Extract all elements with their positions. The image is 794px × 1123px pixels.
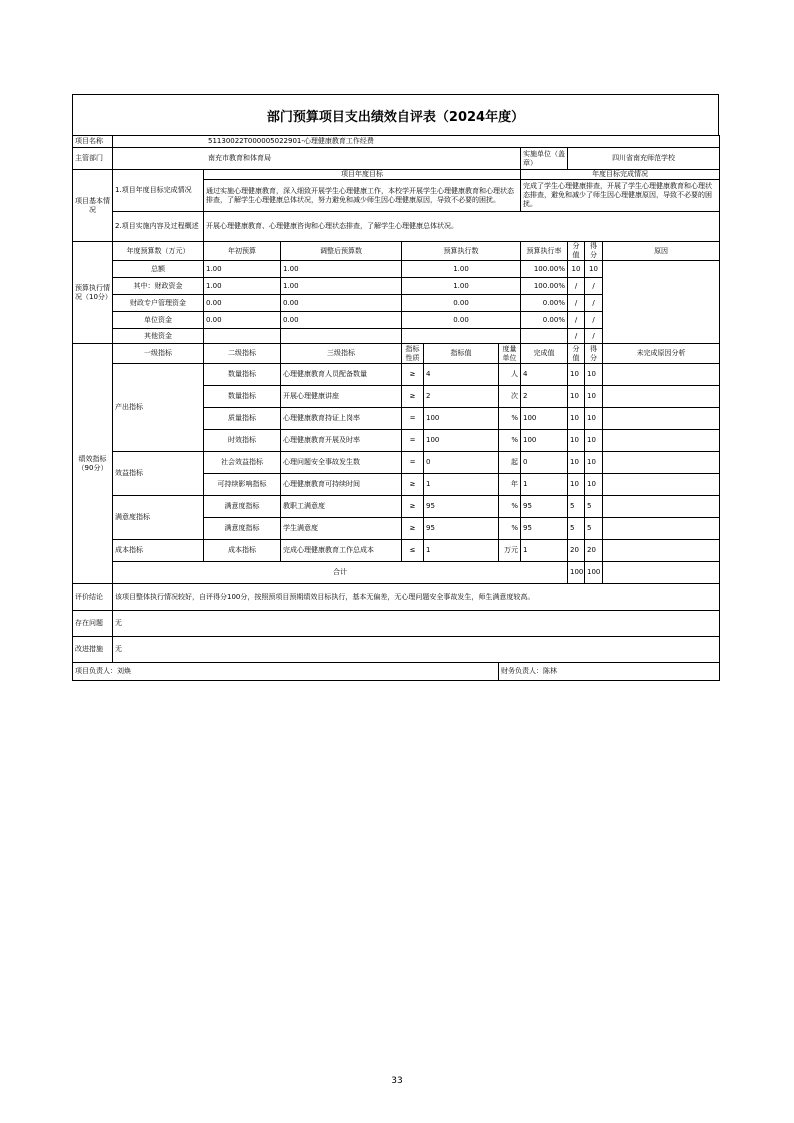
perf-level2: 成本指标 [204, 540, 281, 562]
perf-level3: 心理健康教育人员配备数量 [281, 364, 402, 386]
perf-level1-output: 产出指标 [113, 364, 204, 452]
budget-row-name: 其他资金 [113, 329, 204, 344]
project-leader: 项目负责人：刘焕 [73, 663, 499, 681]
perf-level2: 满意度指标 [204, 518, 281, 540]
budget-score: / [568, 295, 585, 312]
perf-value: 95 [424, 496, 499, 518]
perf-header: 指标值 [424, 344, 499, 364]
budget-header: 得分 [585, 242, 603, 261]
dept-label: 主管部门 [73, 148, 113, 170]
perf-reason [603, 430, 720, 452]
project-name: 51130022T000005022901-心理健康教育工作经费 [113, 136, 720, 148]
perf-op: = [402, 408, 424, 430]
budget-executed [402, 329, 521, 344]
perf-op: ≥ [402, 518, 424, 540]
perf-got: 10 [585, 364, 603, 386]
perf-header: 二级指标 [204, 344, 281, 364]
budget-score: 10 [568, 261, 585, 278]
budget-score: / [568, 312, 585, 329]
perf-score: 5 [568, 496, 585, 518]
issue-label: 存在问题 [73, 611, 113, 637]
budget-executed: 1.00 [402, 261, 521, 278]
perf-value: 2 [424, 386, 499, 408]
perf-op: ≤ [402, 540, 424, 562]
project-name-label: 项目名称 [73, 136, 113, 148]
perf-reason [603, 518, 720, 540]
perf-header: 三级指标 [281, 344, 402, 364]
perf-done: 1 [521, 474, 568, 496]
budget-got: / [585, 278, 603, 295]
perf-reason [603, 386, 720, 408]
annual-goal-text: 通过实施心理健康教育，深入细致开展学生心理健康工作，本校学开展学生心理健康教育和心理状态排查，了解学生心理健康总体状况，努力避免和减少师生因心理健康原因，导致不必要的困扰。 [204, 180, 521, 212]
perf-level3: 心理健康教育可持续时间 [281, 474, 402, 496]
perf-done: 95 [521, 518, 568, 540]
budget-initial: 0.00 [204, 312, 281, 329]
budget-initial: 1.00 [204, 278, 281, 295]
perf-done: 2 [521, 386, 568, 408]
perf-value: 100 [424, 430, 499, 452]
budget-initial: 1.00 [204, 261, 281, 278]
impl-unit-label: 实施单位（盖章） [521, 148, 568, 170]
perf-level3: 心理问题安全事故发生数 [281, 452, 402, 474]
budget-header: 年度预算数（万元） [113, 242, 204, 261]
perf-header: 未完成原因分析 [603, 344, 720, 364]
perf-level2: 时效指标 [204, 430, 281, 452]
page-number: 33 [391, 1076, 403, 1086]
perf-op: ≥ [402, 496, 424, 518]
budget-initial [204, 329, 281, 344]
perf-value: 1 [424, 540, 499, 562]
goal-row-label: 1.项目年度目标完成情况 [113, 170, 204, 212]
budget-executed: 0.00 [402, 295, 521, 312]
perf-got: 5 [585, 496, 603, 518]
perf-level3: 教职工满意度 [281, 496, 402, 518]
perf-unit: 次 [499, 386, 521, 408]
perf-unit: 年 [499, 474, 521, 496]
evaluation-table [72, 135, 720, 681]
budget-header: 预算执行数 [402, 242, 521, 261]
improve-text: 无 [113, 637, 720, 663]
budget-header: 调整后预算数 [281, 242, 402, 261]
budget-rate: 100.00% [521, 261, 568, 278]
budget-header: 原因 [603, 242, 720, 261]
perf-level2: 数量指标 [204, 386, 281, 408]
perf-reason [603, 540, 720, 562]
impl-row-label: 2.项目实施内容及过程概述 [113, 212, 204, 242]
budget-adjusted: 1.00 [281, 261, 402, 278]
perf-header: 指标性质 [402, 344, 424, 364]
perf-reason [603, 364, 720, 386]
impl-unit-value: 四川省南充师范学校 [568, 148, 720, 170]
total-reason [603, 562, 720, 584]
improve-label: 改进措施 [73, 637, 113, 663]
perf-score: 5 [568, 518, 585, 540]
budget-rate: 0.00% [521, 312, 568, 329]
budget-section-label: 预算执行情况（10分） [73, 242, 113, 344]
dept-value: 南充市教育和体育局 [113, 148, 521, 170]
perf-level3: 完成心理健康教育工作总成本 [281, 540, 402, 562]
perf-done: 95 [521, 496, 568, 518]
perf-done: 4 [521, 364, 568, 386]
perf-score: 10 [568, 452, 585, 474]
impl-content: 开展心理健康教育、心理健康咨询和心理状态排查，了解学生心理健康总体状况。 [204, 212, 720, 242]
perf-header: 度量单位 [499, 344, 521, 364]
perf-got: 5 [585, 518, 603, 540]
perf-score: 10 [568, 408, 585, 430]
perf-section-label: 绩效指标（90分） [73, 344, 113, 584]
perf-level2: 可持续影响指标 [204, 474, 281, 496]
perf-got: 10 [585, 474, 603, 496]
perf-level1-benefit: 效益指标 [113, 452, 204, 496]
budget-initial: 0.00 [204, 295, 281, 312]
perf-header: 一级指标 [113, 344, 204, 364]
budget-header: 分值 [568, 242, 585, 261]
perf-value: 4 [424, 364, 499, 386]
budget-header: 年初预算 [204, 242, 281, 261]
perf-level2: 社会效益指标 [204, 452, 281, 474]
perf-got: 10 [585, 386, 603, 408]
perf-level2: 满意度指标 [204, 496, 281, 518]
perf-got: 10 [585, 452, 603, 474]
basic-info-label: 项目基本情况 [73, 170, 113, 242]
perf-value: 100 [424, 408, 499, 430]
perf-level3: 学生满意度 [281, 518, 402, 540]
budget-row-name: 单位资金 [113, 312, 204, 329]
budget-row-name: 财政专户管理资金 [113, 295, 204, 312]
perf-done: 0 [521, 452, 568, 474]
perf-score: 10 [568, 364, 585, 386]
annual-goal-header: 项目年度目标 [204, 170, 521, 180]
completion-text: 完成了学生心理健康排查，开展了学生心理健康教育和心理状态排查，避免和减少了师生因心理健康原因，导致不必要的困扰。 [521, 180, 720, 212]
budget-score: / [568, 329, 585, 344]
perf-level3: 开展心理健康讲座 [281, 386, 402, 408]
perf-level3: 心理健康教育开展及时率 [281, 430, 402, 452]
perf-op: ≥ [402, 474, 424, 496]
perf-value: 0 [424, 452, 499, 474]
perf-unit: % [499, 496, 521, 518]
budget-adjusted: 1.00 [281, 278, 402, 295]
eval-label: 评价结论 [73, 584, 113, 611]
budget-got: / [585, 329, 603, 344]
perf-done: 1 [521, 540, 568, 562]
budget-got: / [585, 312, 603, 329]
perf-score: 10 [568, 474, 585, 496]
eval-text: 该项目整体执行情况较好，自评得分100分，按照预项目预期绩效目标执行，基本无偏差，无心理问题安全事故发生，师生满意度较高。 [113, 584, 720, 611]
perf-op: = [402, 452, 424, 474]
perf-score: 10 [568, 430, 585, 452]
perf-level1-cost: 成本指标 [113, 540, 204, 562]
perf-unit: % [499, 430, 521, 452]
perf-header: 得分 [585, 344, 603, 364]
perf-level2: 数量指标 [204, 364, 281, 386]
perf-done: 100 [521, 430, 568, 452]
perf-done: 100 [521, 408, 568, 430]
perf-header: 完成值 [521, 344, 568, 364]
issue-text: 无 [113, 611, 720, 637]
perf-unit: 起 [499, 452, 521, 474]
budget-executed: 1.00 [402, 278, 521, 295]
budget-adjusted: 0.00 [281, 312, 402, 329]
completion-header: 年度目标完成情况 [521, 170, 720, 180]
page-title: 部门预算项目支出绩效自评表（2024年度） [72, 94, 719, 135]
perf-unit: % [499, 518, 521, 540]
perf-header: 分值 [568, 344, 585, 364]
perf-level2: 质量指标 [204, 408, 281, 430]
perf-op: ≥ [402, 364, 424, 386]
budget-executed: 0.00 [402, 312, 521, 329]
perf-reason [603, 496, 720, 518]
budget-rate [521, 329, 568, 344]
perf-got: 10 [585, 430, 603, 452]
perf-reason [603, 452, 720, 474]
evaluation-sheet [72, 94, 719, 681]
budget-adjusted [281, 329, 402, 344]
budget-got: 10 [585, 261, 603, 278]
perf-unit: 人 [499, 364, 521, 386]
perf-level1-satisfaction: 满意度指标 [113, 496, 204, 540]
perf-reason [603, 474, 720, 496]
budget-header: 预算执行率 [521, 242, 568, 261]
perf-unit: % [499, 408, 521, 430]
perf-op: ≥ [402, 386, 424, 408]
budget-row-name: 其中：财政资金 [113, 278, 204, 295]
perf-op: = [402, 430, 424, 452]
total-score: 100 [568, 562, 585, 584]
perf-got: 10 [585, 408, 603, 430]
budget-score: / [568, 278, 585, 295]
budget-row-name: 总额 [113, 261, 204, 278]
budget-adjusted: 0.00 [281, 295, 402, 312]
perf-score: 10 [568, 386, 585, 408]
total-got: 100 [585, 562, 603, 584]
perf-reason [603, 408, 720, 430]
perf-value: 95 [424, 518, 499, 540]
finance-leader: 财务负责人：陈林 [499, 663, 720, 681]
perf-got: 20 [585, 540, 603, 562]
perf-value: 1 [424, 474, 499, 496]
perf-level3: 心理健康教育持证上岗率 [281, 408, 402, 430]
perf-unit: 万元 [499, 540, 521, 562]
budget-reason [603, 261, 720, 344]
budget-rate: 0.00% [521, 295, 568, 312]
budget-got: / [585, 295, 603, 312]
total-label: 合计 [113, 562, 568, 584]
perf-score: 20 [568, 540, 585, 562]
budget-rate: 100.00% [521, 278, 568, 295]
